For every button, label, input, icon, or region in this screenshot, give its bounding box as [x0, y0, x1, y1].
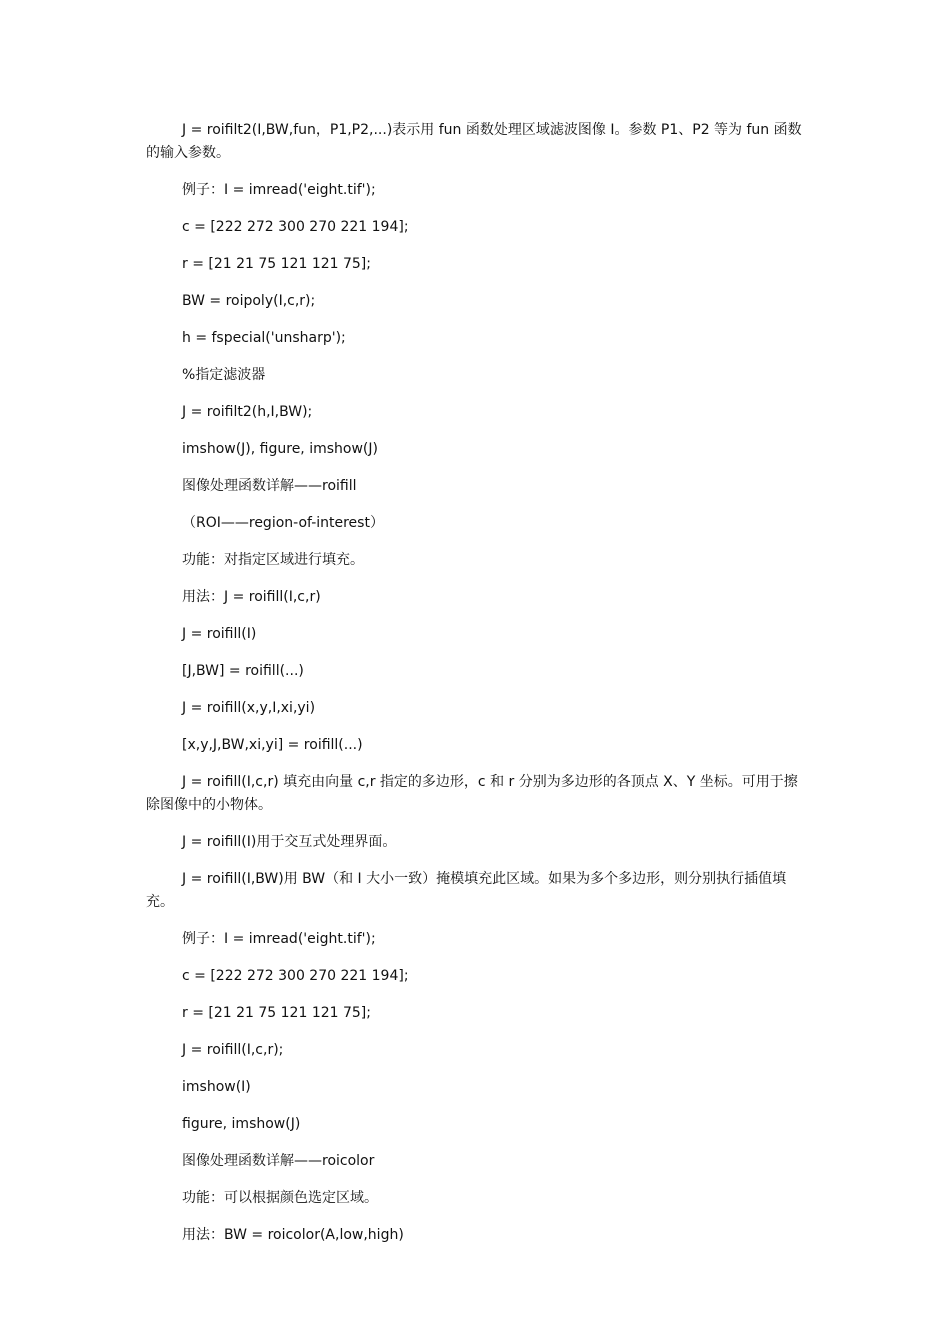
paragraph-roifilt2-fun-description: J = roifilt2(I,BW,fun，P1,P2,...)表示用 fun 函数处理区域滤波图像 I。参数 P1、P2 等为 fun 函数的输入参数。 — [146, 122, 802, 161]
paragraph-roifill-usage: 用法：J = roifill(I,c,r) — [182, 589, 321, 605]
paragraph-c-vector-1: c = [222 272 300 270 221 194]; — [182, 219, 409, 235]
paragraph-filter-comment: %指定滤波器 — [182, 367, 266, 383]
paragraph-roicolor-function: 功能：可以根据颜色选定区域。 — [182, 1190, 378, 1206]
paragraph-imshow-i: imshow(I) — [182, 1079, 251, 1095]
paragraph-roifill-outputs: [x,y,J,BW,xi,yi] = roifill(...) — [182, 737, 363, 753]
paragraph-roipoly: BW = roipoly(I,c,r); — [182, 293, 316, 309]
paragraph-roifill-xy: J = roifill(x,y,I,xi,yi) — [182, 700, 316, 716]
paragraph-fspecial: h = fspecial('unsharp'); — [182, 330, 346, 346]
paragraph-roifilt2-call: J = roifilt2(h,I,BW); — [182, 404, 313, 420]
paragraph-r-vector-1: r = [21 21 75 121 121 75]; — [182, 256, 371, 272]
paragraph-roifill-mask-description: J = roifill(I,BW)用 BW（和 I 大小一致）掩模填充此区域。如果为多个多边形，则分别执行插值填充。 — [146, 871, 787, 910]
paragraph-roifill-function: 功能：对指定区域进行填充。 — [182, 552, 364, 568]
paragraph-figure-imshow-j: figure, imshow(J) — [182, 1116, 301, 1132]
paragraph-roifill-call: J = roifill(I,c,r); — [182, 1042, 284, 1058]
paragraph-example-imread-2: 例子：I = imread('eight.tif'); — [182, 931, 376, 947]
paragraph-roi-definition: （ROI——region-of-interest） — [182, 515, 384, 531]
paragraph-imshow-figure-1: imshow(J), figure, imshow(J) — [182, 441, 378, 457]
paragraph-roifill-interactive: J = roifill(I)用于交互式处理界面。 — [182, 834, 397, 850]
paragraph-roicolor-usage: 用法：BW = roicolor(A,low,high) — [182, 1227, 404, 1243]
paragraph-c-vector-2: c = [222 272 300 270 221 194]; — [182, 968, 409, 984]
paragraph-example-imread-1: 例子：I = imread('eight.tif'); — [182, 182, 376, 198]
paragraph-roifill-j-bw: [J,BW] = roifill(...) — [182, 663, 304, 679]
paragraph-roifill-heading: 图像处理函数详解——roifill — [182, 478, 357, 494]
document-body — [146, 119, 810, 1261]
paragraph-roifill-i: J = roifill(I) — [182, 626, 257, 642]
paragraph-r-vector-2: r = [21 21 75 121 121 75]; — [182, 1005, 371, 1021]
paragraph-roifill-polygon-description: J = roifill(I,c,r) 填充由向量 c,r 指定的多边形，c 和 r 分别为多边形的各顶点 X、Y 坐标。可用于擦除图像中的小物体。 — [146, 774, 798, 813]
paragraph-roicolor-heading: 图像处理函数详解——roicolor — [182, 1153, 375, 1169]
